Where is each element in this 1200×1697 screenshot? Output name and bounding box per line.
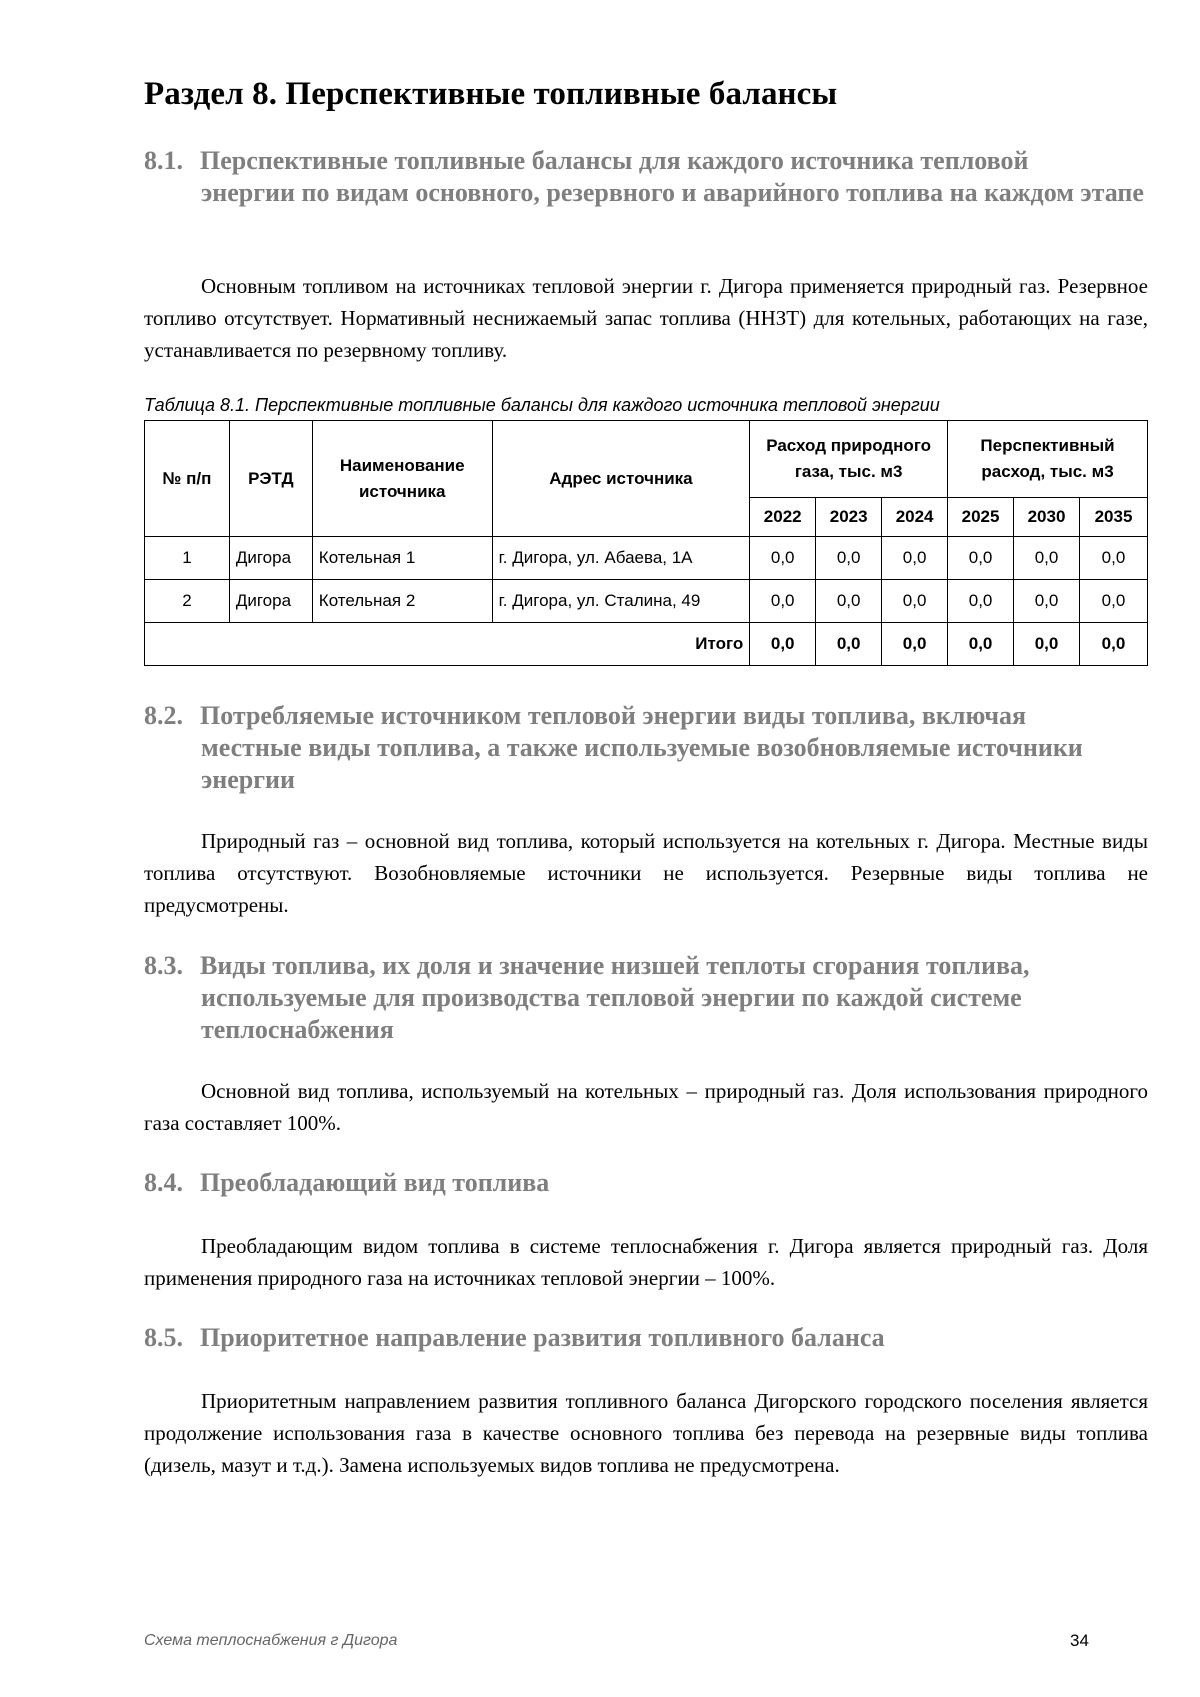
table-caption: Таблица 8.1. Перспективные топливные балансы для каждого источника тепловой энергии bbox=[144, 395, 940, 415]
cell-value: 0,0 bbox=[1014, 580, 1080, 623]
total-value: 0,0 bbox=[750, 623, 816, 666]
section-8-2-title: 8.2. Потребляемые источником тепловой энергии виды топлива, включая местные виды топлива, а также используемые возобновляемые источники энергии bbox=[144, 701, 1083, 794]
section-8-4-title: 8.4. Преобладающий вид топлива bbox=[144, 1168, 550, 1197]
total-value: 0,0 bbox=[882, 623, 948, 666]
fuel-balance-table bbox=[144, 420, 1148, 666]
cell-value: 0,0 bbox=[1079, 537, 1147, 580]
table-total-row bbox=[145, 623, 1148, 666]
header-year: 2035 bbox=[1079, 498, 1147, 537]
section-8-1-title: 8.1. Перспективные топливные балансы для каждого источника тепловой энергии по видам основного, резервного и аварийного топлива на каждом этапе bbox=[144, 146, 1144, 207]
cell-value: 0,0 bbox=[816, 537, 882, 580]
cell-retd: Дигора bbox=[229, 580, 312, 623]
cell-name: Котельная 2 bbox=[312, 580, 492, 623]
header-retd: РЭТД bbox=[229, 421, 312, 537]
table-row bbox=[145, 537, 1148, 580]
footer-title: Схема теплоснабжения г Дигора bbox=[144, 1632, 398, 1649]
section-8-5-text: Приоритетным направлением развития топливного баланса Дигорского городского поселения является продолжение использования газа в качестве основного топлива без перевода на резервные виды топлива (дизель, мазут и т.д.). Замена используемых видов топлива не предусмотрена. bbox=[144, 1389, 1148, 1477]
cell-value: 0,0 bbox=[1014, 537, 1080, 580]
cell-value: 0,0 bbox=[882, 537, 948, 580]
header-actual-consumption: Расход природного газа, тыс. м3 bbox=[750, 421, 948, 498]
cell-address: г. Дигора, ул. Абаева, 1А bbox=[492, 537, 750, 580]
cell-value: 0,0 bbox=[948, 580, 1014, 623]
cell-value: 0,0 bbox=[882, 580, 948, 623]
section-8-4-text: Преобладающим видом топлива в системе теплоснабжения г. Дигора является природный газ. Доля применения природного газа на источниках тепловой энергии – 100%. bbox=[144, 1234, 1148, 1290]
table-row bbox=[145, 580, 1148, 623]
page-number: 34 bbox=[1070, 1631, 1089, 1650]
cell-value: 0,0 bbox=[750, 537, 816, 580]
section-8-1-text: Основным топливом на источниках тепловой энергии г. Дигора применяется природный газ. Резервное топливо отсутствует. Нормативный неснижаемый запас топлива (ННЗТ) для котельных, работающих на газе, устанавливается по резервному топливу. bbox=[144, 274, 1148, 362]
cell-num: 2 bbox=[145, 580, 230, 623]
cell-name: Котельная 1 bbox=[312, 537, 492, 580]
cell-num: 1 bbox=[145, 537, 230, 580]
page-heading: Раздел 8. Перспективные топливные балансы bbox=[144, 76, 838, 112]
header-year: 2022 bbox=[750, 498, 816, 537]
total-value: 0,0 bbox=[948, 623, 1014, 666]
header-address: Адрес источника bbox=[492, 421, 750, 537]
header-year: 2023 bbox=[816, 498, 882, 537]
header-year: 2030 bbox=[1014, 498, 1080, 537]
section-8-5-title: 8.5. Приоритетное направление развития топливного баланса bbox=[144, 1323, 885, 1352]
section-8-3-title: 8.3. Виды топлива, их доля и значение низшей теплоты сгорания топлива, используемые для производства тепловой энергии по каждой системе теплоснабжения bbox=[144, 951, 1030, 1044]
header-forecast-consumption: Перспективный расход, тыс. м3 bbox=[948, 421, 1148, 498]
cell-value: 0,0 bbox=[750, 580, 816, 623]
cell-value: 0,0 bbox=[948, 537, 1014, 580]
total-value: 0,0 bbox=[816, 623, 882, 666]
cell-address: г. Дигора, ул. Сталина, 49 bbox=[492, 580, 750, 623]
total-value: 0,0 bbox=[1079, 623, 1147, 666]
section-8-2-text: Природный газ – основной вид топлива, который используется на котельных г. Дигора. Местные виды топлива отсутствуют. Возобновляемые источники не используется. Резервные виды топлива не предусмотрены. bbox=[144, 829, 1148, 917]
header-year: 2024 bbox=[882, 498, 948, 537]
header-num: № п/п bbox=[145, 421, 230, 537]
header-name: Наименование источника bbox=[312, 421, 492, 537]
total-value: 0,0 bbox=[1014, 623, 1080, 666]
cell-retd: Дигора bbox=[229, 537, 312, 580]
header-year: 2025 bbox=[948, 498, 1014, 537]
cell-value: 0,0 bbox=[1079, 580, 1147, 623]
cell-value: 0,0 bbox=[816, 580, 882, 623]
total-label: Итого bbox=[145, 623, 750, 666]
section-8-3-text: Основной вид топлива, используемый на котельных – природный газ. Доля использования природного газа составляет 100%. bbox=[144, 1079, 1148, 1135]
